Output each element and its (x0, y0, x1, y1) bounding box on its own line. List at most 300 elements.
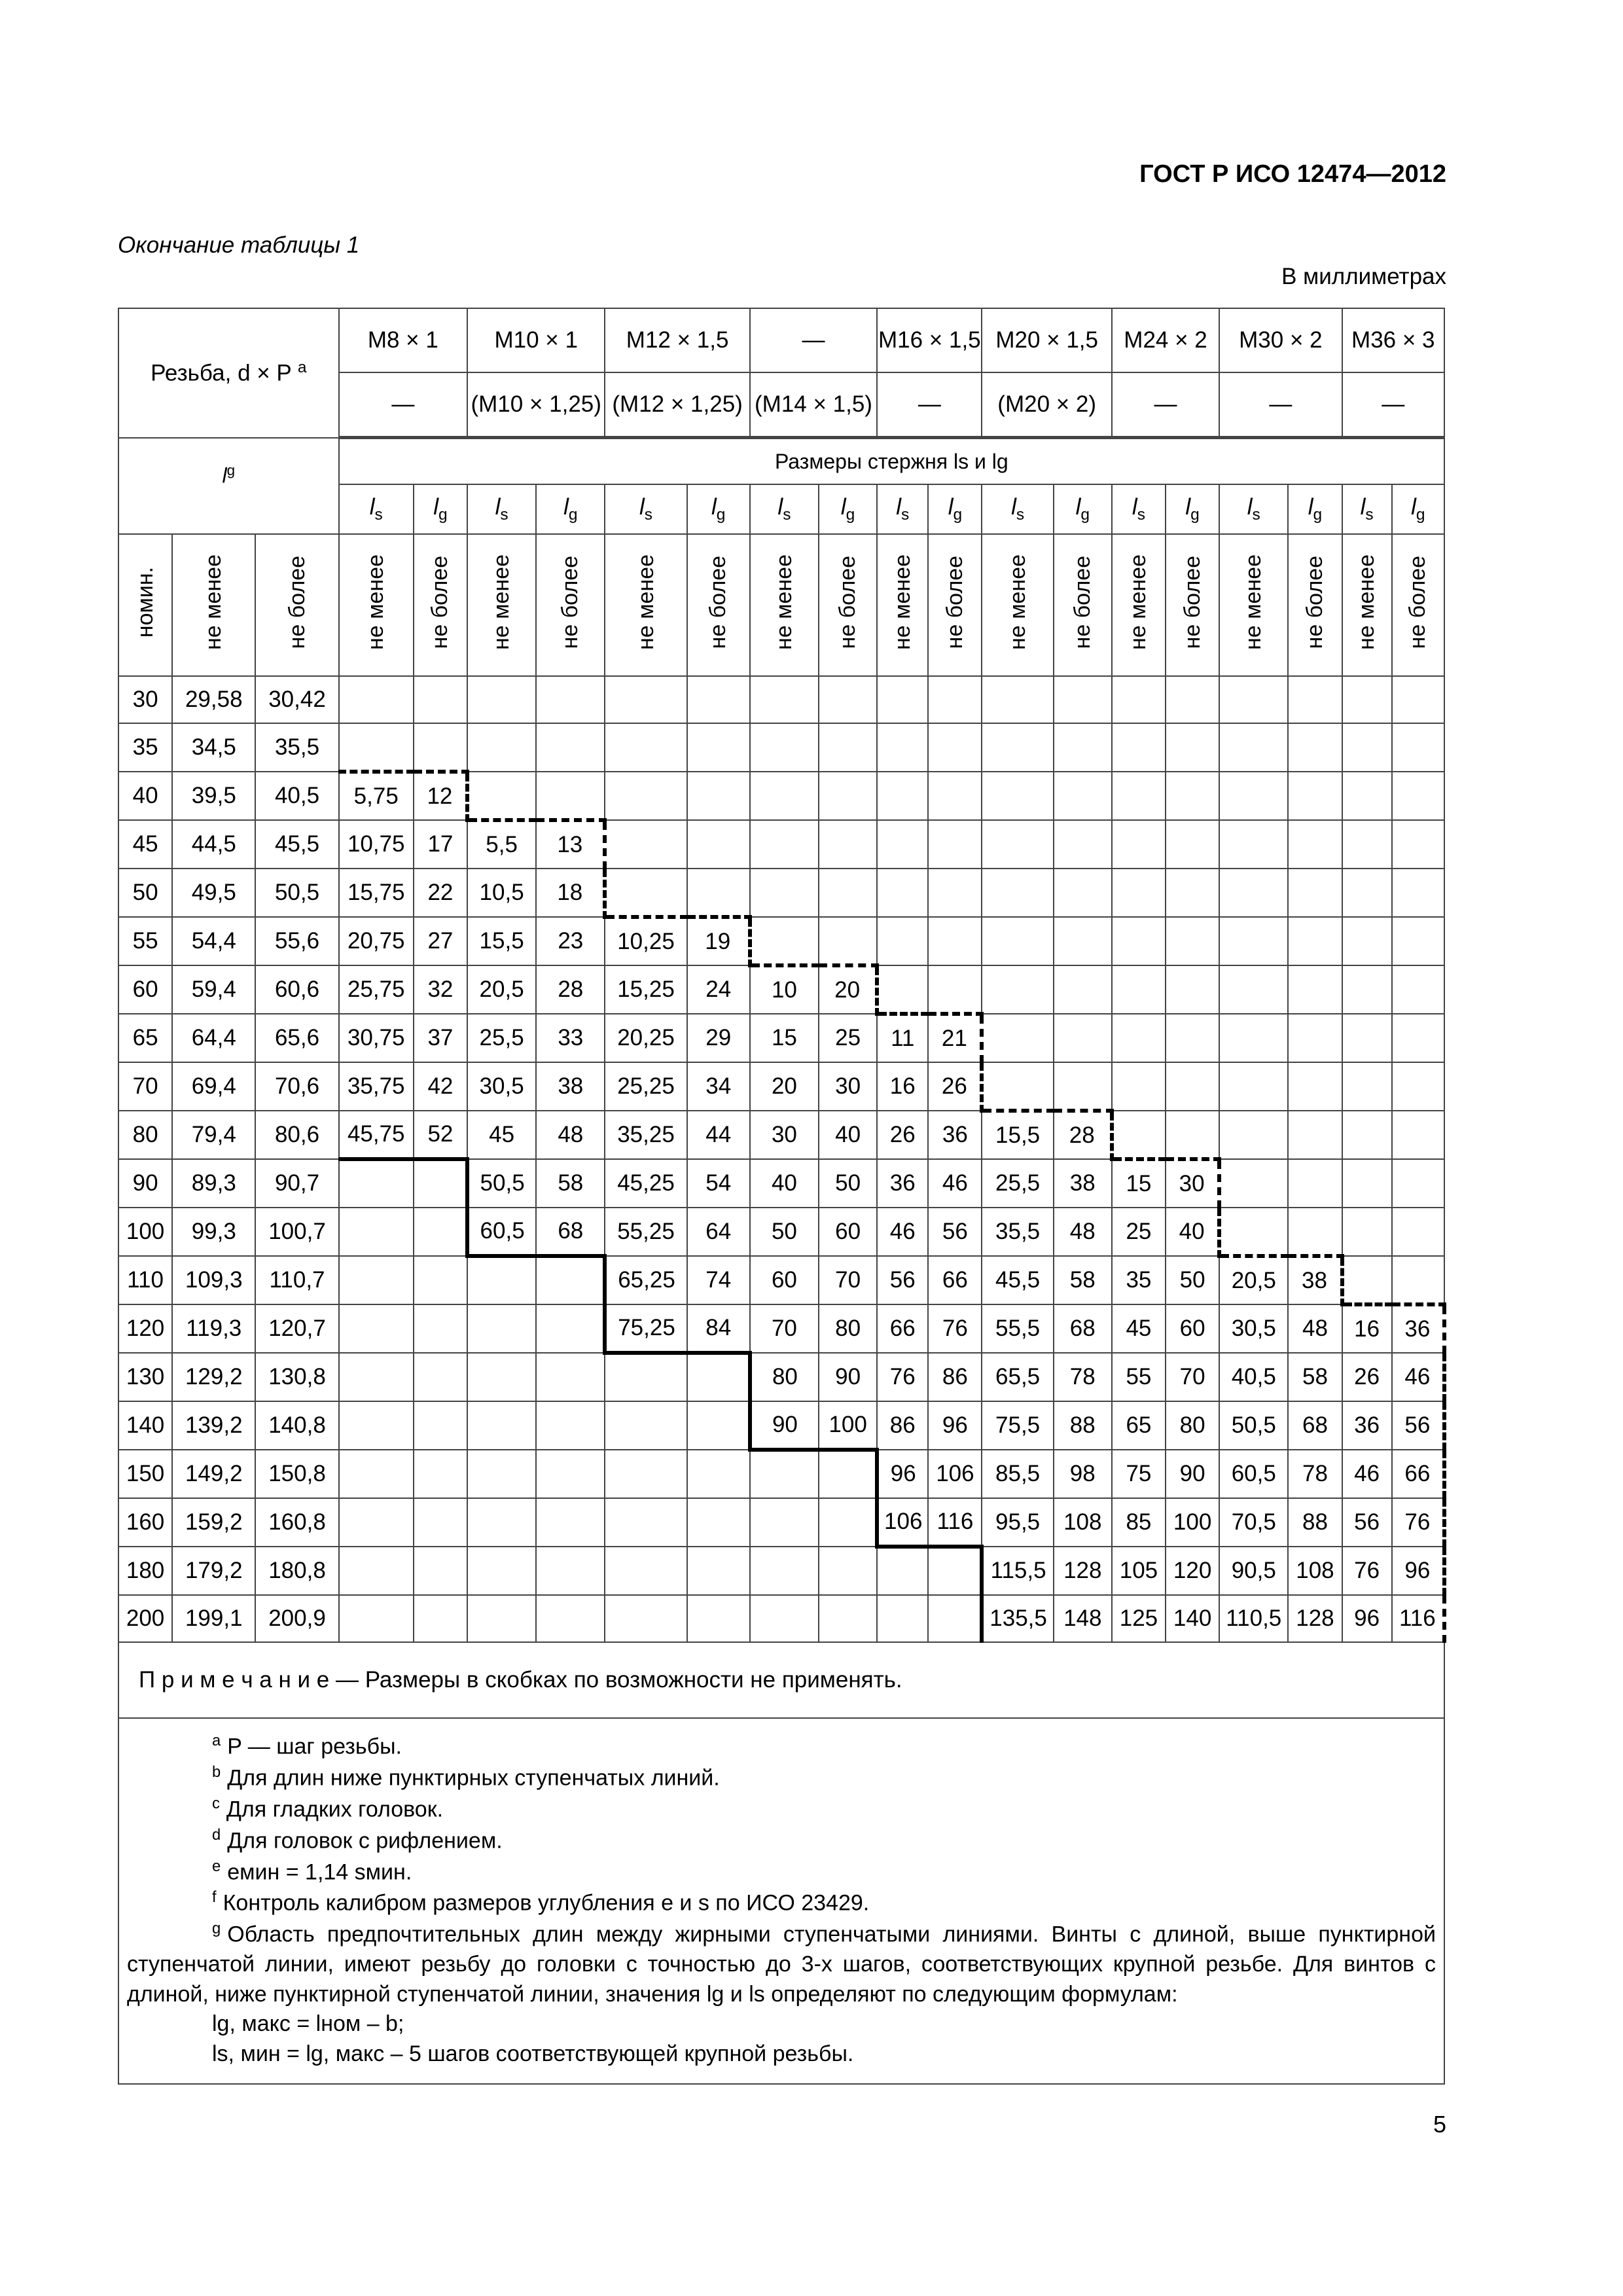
table-cell: 20,75 (339, 917, 414, 965)
table-cell: 13 (536, 820, 605, 869)
table-cell: 96 (928, 1401, 982, 1450)
table-cell: 39,5 (172, 772, 255, 820)
table-cell: 35,25 (605, 1111, 687, 1159)
table-cell (1054, 723, 1112, 772)
table-cell (1288, 1062, 1342, 1111)
table-cell (605, 869, 687, 917)
table-cell (1219, 917, 1288, 965)
table-cell: 15,5 (982, 1111, 1053, 1159)
table-cell (414, 1498, 467, 1547)
table-cell (750, 917, 819, 965)
table-cell (1342, 1159, 1392, 1208)
table-cell: 15 (1112, 1159, 1166, 1208)
limits-header-row (118, 534, 1444, 676)
table-cell: 140 (1166, 1595, 1219, 1642)
table-cell: 56 (1342, 1498, 1392, 1547)
table-cell (339, 1304, 414, 1353)
table-cell: 150,8 (255, 1450, 338, 1498)
table-row (118, 676, 1444, 723)
min-header: не менее (1219, 534, 1288, 676)
table-cell (467, 1256, 536, 1304)
table-cell (982, 1014, 1053, 1062)
table-cell (1054, 1014, 1112, 1062)
footnote-e: $^e$ eмин = 1,14 sмин. (212, 1857, 412, 1884)
table-cell (536, 1401, 605, 1450)
table-cell (928, 723, 982, 772)
table-cell (1219, 1111, 1288, 1159)
table-cell (687, 1547, 750, 1595)
table-cell (982, 965, 1053, 1014)
table-cell (339, 1208, 414, 1256)
table-cell: 65 (118, 1014, 172, 1062)
table-cell: 100 (819, 1401, 877, 1450)
min-header: не менее (605, 534, 687, 676)
table-cell: 99,3 (172, 1208, 255, 1256)
table-cell (605, 772, 687, 820)
table-cell (1219, 1208, 1288, 1256)
table-cell: 50 (118, 869, 172, 917)
table-cell (819, 676, 877, 723)
table-cell: 28 (536, 965, 605, 1014)
table-cell: 90,7 (255, 1159, 338, 1208)
table-cell: 56 (928, 1208, 982, 1256)
thread-label: Резьба, d × P (151, 361, 292, 387)
table-cell (1219, 1014, 1288, 1062)
table-row (118, 1256, 1444, 1304)
table-cell (536, 1256, 605, 1304)
table-cell: 5,75 (339, 772, 414, 820)
table-cell: 20,25 (605, 1014, 687, 1062)
table-cell (750, 772, 819, 820)
table-cell (1288, 1159, 1342, 1208)
table-cell: 200 (118, 1595, 172, 1642)
max-header: не более (1392, 534, 1444, 676)
table-cell: 45 (118, 820, 172, 869)
table-cell (536, 723, 605, 772)
ls-header: $l_s$ (605, 484, 687, 534)
thread-label-cell (118, 308, 339, 438)
table-cell: 70,5 (1219, 1498, 1288, 1547)
table-cell (536, 1450, 605, 1498)
lg-header: $l_g$ (928, 484, 982, 534)
table-cell (1342, 1208, 1392, 1256)
footnote-a: $^a$ P — шаг резьбы. (212, 1732, 402, 1759)
table-row (118, 1353, 1444, 1401)
table-cell (1392, 772, 1444, 820)
table-cell: 25,25 (605, 1062, 687, 1111)
table-cell: 100 (118, 1208, 172, 1256)
table-cell (467, 1595, 536, 1642)
table-cell: 26 (1342, 1353, 1392, 1401)
table-cell: 10,5 (467, 869, 536, 917)
table-cell (1166, 772, 1219, 820)
table-row (118, 820, 1444, 869)
table-cell (928, 917, 982, 965)
table-cell: 130 (118, 1353, 172, 1401)
table-cell: 60 (118, 965, 172, 1014)
table-cell (536, 1353, 605, 1401)
table-row (118, 1498, 1444, 1547)
table-cell: 35 (1112, 1256, 1166, 1304)
table-cell (1288, 772, 1342, 820)
length-label-cell (118, 438, 339, 535)
footnote-c: $^c$ Для гладких головок. (212, 1794, 444, 1822)
table-cell: 11 (877, 1014, 928, 1062)
thread-bottom: (M20 × 2) (982, 372, 1111, 438)
table-cell: 21 (928, 1014, 982, 1062)
table-cell: 54 (687, 1159, 750, 1208)
table-cell (339, 1159, 414, 1208)
table-note: П р и м е ч а н и е — Размеры в скобках по возможности не применять. (118, 1642, 1444, 1718)
table-cell: 15 (750, 1014, 819, 1062)
thread-top: M30 × 2 (1219, 308, 1342, 372)
table-cell: 50 (1166, 1256, 1219, 1304)
table-cell: 25 (819, 1014, 877, 1062)
table-cell: 22 (414, 869, 467, 917)
table-cell: 160 (118, 1498, 172, 1547)
max-header: не более (536, 534, 605, 676)
table-cell: 45,5 (255, 820, 338, 869)
table-cell: 44,5 (172, 820, 255, 869)
table-cell: 34,5 (172, 723, 255, 772)
table-cell: 135,5 (982, 1595, 1053, 1642)
length-label-footnote: g (226, 461, 236, 478)
table-row (118, 1401, 1444, 1450)
table-cell (819, 772, 877, 820)
table-cell (928, 965, 982, 1014)
table-cell: 65 (1112, 1401, 1166, 1450)
table-cell: 46 (1392, 1353, 1444, 1401)
table-cell: 46 (928, 1159, 982, 1208)
table-cell (877, 723, 928, 772)
nominal-header: номин. (118, 534, 172, 676)
table-cell: 85,5 (982, 1450, 1053, 1498)
footnote-g: $^g$ Область предпочтительных длин между жирными ступенчатыми линиями. Винты с длиной, выше пунктирной ступенчатой линии, имеют резьбу до головки с точностью до 3-х шагов, соответствующих крупной резьбе. Для винтов с длиной, ниже пунктирной ступенчатой линии, значения lg и ls определяют по следующим формулам: (127, 1920, 1436, 2007)
table-cell (414, 1208, 467, 1256)
table-cell (687, 869, 750, 917)
table-cell: 55 (118, 917, 172, 965)
table-row (118, 772, 1444, 820)
table-cell (819, 1498, 877, 1547)
table-cell: 129,2 (172, 1353, 255, 1401)
table-cell: 33 (536, 1014, 605, 1062)
table-cell (819, 820, 877, 869)
table-cell: 58 (1054, 1256, 1112, 1304)
table-cell (414, 1304, 467, 1353)
table-cell: 75,5 (982, 1401, 1053, 1450)
table-cell (1112, 1062, 1166, 1111)
thread-top: M16 × 1,5 (877, 308, 982, 372)
table-cell (1112, 869, 1166, 917)
footnote-b: $^b$ Для длин ниже пунктирных ступенчатых линий. (212, 1763, 720, 1791)
table-cell (339, 676, 414, 723)
table-cell (687, 676, 750, 723)
table-cell (687, 1595, 750, 1642)
table-cell: 45,5 (982, 1256, 1053, 1304)
formula-lg: lg, макс = lном – b; (212, 2011, 404, 2037)
table-cell (877, 676, 928, 723)
table-cell: 89,3 (172, 1159, 255, 1208)
table-cell (467, 676, 536, 723)
table-cell: 66 (928, 1256, 982, 1304)
table-cell: 78 (1288, 1450, 1342, 1498)
table-cell: 30,42 (255, 676, 338, 723)
table-cell (819, 1595, 877, 1642)
table-cell: 68 (536, 1208, 605, 1256)
table-cell (687, 1498, 750, 1547)
table-cell: 54,4 (172, 917, 255, 965)
table-cell (750, 676, 819, 723)
table-cell: 96 (1342, 1595, 1392, 1642)
table-cell: 180,8 (255, 1547, 338, 1595)
thread-label-footnote: a (297, 359, 307, 377)
shank-dimensions-label: Размеры стержня ls и lg (774, 449, 1008, 473)
table-cell: 96 (1392, 1547, 1444, 1595)
table-cell: 86 (877, 1401, 928, 1450)
table-cell: 116 (928, 1498, 982, 1547)
table-cell: 15,25 (605, 965, 687, 1014)
table-cell (750, 723, 819, 772)
table-cell (467, 1353, 536, 1401)
table-cell (339, 1498, 414, 1547)
table-cell: 64,4 (172, 1014, 255, 1062)
table-cell (1392, 1014, 1444, 1062)
table-cell: 150 (118, 1450, 172, 1498)
table-cell (414, 676, 467, 723)
table-cell (536, 1304, 605, 1353)
table-cell (1219, 772, 1288, 820)
table-cell (982, 772, 1053, 820)
table-cell: 23 (536, 917, 605, 965)
table-cell: 80 (118, 1111, 172, 1159)
table-cell (1392, 1208, 1444, 1256)
min-header: не менее (877, 534, 928, 676)
table-cell (605, 676, 687, 723)
table-cell: 110,5 (1219, 1595, 1288, 1642)
table-cell (467, 1547, 536, 1595)
table-cell (339, 1547, 414, 1595)
table-row (118, 1304, 1444, 1353)
formula-ls: ls, мин = lg, макс – 5 шагов соответствующей крупной резьбы. (212, 2041, 854, 2066)
table-cell (536, 1595, 605, 1642)
table-cell (1219, 1159, 1288, 1208)
ls-header: $l_s$ (750, 484, 819, 534)
table-cell: 65,6 (255, 1014, 338, 1062)
table-cell: 17 (414, 820, 467, 869)
table-cell (1288, 723, 1342, 772)
table-row (118, 1547, 1444, 1595)
thread-top: M24 × 2 (1112, 308, 1219, 372)
table-cell: 130,8 (255, 1353, 338, 1401)
lg-header: $l_g$ (687, 484, 750, 534)
table-cell (605, 1547, 687, 1595)
min-header: не менее (1342, 534, 1392, 676)
min-header: не менее (339, 534, 414, 676)
table-cell: 60,6 (255, 965, 338, 1014)
table-cell (1288, 917, 1342, 965)
max-header: не более (1288, 534, 1342, 676)
table-cell: 70 (819, 1256, 877, 1304)
table-cell (750, 1498, 819, 1547)
max-header: не более (255, 534, 338, 676)
table-cell (414, 1547, 467, 1595)
dimensions-table (118, 308, 1446, 2085)
min-header: не менее (1112, 534, 1166, 676)
table-row (118, 1111, 1444, 1159)
table-cell: 90 (750, 1401, 819, 1450)
table-cell (687, 1401, 750, 1450)
table-cell (414, 1450, 467, 1498)
table-cell (1342, 1062, 1392, 1111)
table-cell: 26 (877, 1111, 928, 1159)
table-cell (1112, 965, 1166, 1014)
table-cell: 30 (1166, 1159, 1219, 1208)
table-cell: 68 (1054, 1304, 1112, 1353)
table-cell: 65,5 (982, 1353, 1053, 1401)
standard-designation: ГОСТ Р ИСО 12474—2012 (1139, 160, 1446, 188)
table-cell: 30 (118, 676, 172, 723)
table-cell: 58 (1288, 1353, 1342, 1401)
table-cell: 200,9 (255, 1595, 338, 1642)
table-cell: 80,6 (255, 1111, 338, 1159)
table-cell: 38 (1054, 1159, 1112, 1208)
table-cell: 68 (1288, 1401, 1342, 1450)
table-cell: 88 (1288, 1498, 1342, 1547)
table-cell: 70 (1166, 1353, 1219, 1401)
table-cell: 64 (687, 1208, 750, 1256)
table-cell: 38 (536, 1062, 605, 1111)
table-cell (339, 1256, 414, 1304)
table-cell (339, 1595, 414, 1642)
table-cell (877, 820, 928, 869)
table-cell (1392, 1159, 1444, 1208)
table-cell (1166, 820, 1219, 869)
table-cell: 10 (750, 965, 819, 1014)
table-cell: 16 (877, 1062, 928, 1111)
table-cell: 125 (1112, 1595, 1166, 1642)
table-cell: 108 (1288, 1547, 1342, 1595)
footnote-d: $^d$ Для головок с рифлением. (212, 1825, 503, 1853)
table-cell: 55,6 (255, 917, 338, 965)
thread-bottom: (M10 × 1,25) (467, 372, 605, 438)
table-cell: 20,5 (467, 965, 536, 1014)
table-cell: 35,5 (982, 1208, 1053, 1256)
table-cell: 60 (750, 1256, 819, 1304)
table-cell (1054, 676, 1112, 723)
max-header: не более (928, 534, 982, 676)
table-cell (687, 1450, 750, 1498)
table-cell: 65,25 (605, 1256, 687, 1304)
table-cell (467, 772, 536, 820)
table-cell (536, 676, 605, 723)
table-cell (1342, 1014, 1392, 1062)
table-cell: 50 (750, 1208, 819, 1256)
table-cell (687, 820, 750, 869)
table-cell (1166, 1111, 1219, 1159)
table-cell (467, 1498, 536, 1547)
table-cell (1219, 1062, 1288, 1111)
table-cell (928, 772, 982, 820)
table-cell: 58 (536, 1159, 605, 1208)
table-cell: 128 (1288, 1595, 1342, 1642)
table-cell (1112, 820, 1166, 869)
thread-bottom: (M12 × 1,25) (605, 372, 749, 438)
table-cell: 55,25 (605, 1208, 687, 1256)
table-cell: 86 (928, 1353, 982, 1401)
table-cell: 48 (536, 1111, 605, 1159)
max-header: не более (1054, 534, 1112, 676)
table-cell: 149,2 (172, 1450, 255, 1498)
table-cell: 35,75 (339, 1062, 414, 1111)
table-cell: 35 (118, 723, 172, 772)
thread-bottom: — (877, 372, 982, 438)
table-cell: 66 (877, 1304, 928, 1353)
table-cell (982, 917, 1053, 965)
table-cell (414, 1595, 467, 1642)
table-cell: 60,5 (1219, 1450, 1288, 1498)
table-cell (750, 1450, 819, 1498)
table-cell (414, 1353, 467, 1401)
table-cell: 34 (687, 1062, 750, 1111)
table-cell: 42 (414, 1062, 467, 1111)
table-cell (605, 820, 687, 869)
table-cell (1392, 1256, 1444, 1304)
table-cell: 46 (877, 1208, 928, 1256)
min-header: не менее (467, 534, 536, 676)
table-cell (1342, 869, 1392, 917)
table-cell (605, 1353, 687, 1401)
table-cell (414, 1401, 467, 1450)
table-cell (1392, 917, 1444, 965)
thread-header-row-1 (118, 308, 1444, 372)
table-cell (1166, 917, 1219, 965)
table-cell (339, 723, 414, 772)
table-cell: 79,4 (172, 1111, 255, 1159)
table-row (118, 1208, 1444, 1256)
length-label: l (222, 463, 227, 488)
table-cell: 119,3 (172, 1304, 255, 1353)
table-cell: 5,5 (467, 820, 536, 869)
table-cell: 55,5 (982, 1304, 1053, 1353)
thread-top: M36 × 3 (1342, 308, 1444, 372)
table-cell: 46 (1342, 1450, 1392, 1498)
footnotes (118, 1718, 1444, 2084)
table-cell (414, 1159, 467, 1208)
table-cell: 96 (877, 1450, 928, 1498)
ls-header: $l_s$ (1112, 484, 1166, 534)
table-cell: 120,7 (255, 1304, 338, 1353)
table-cell (982, 820, 1053, 869)
lg-header: $l_g$ (536, 484, 605, 534)
table-cell: 90 (819, 1353, 877, 1401)
table-cell: 45 (1112, 1304, 1166, 1353)
table-cell (819, 1450, 877, 1498)
table-cell: 95,5 (982, 1498, 1053, 1547)
table-cell: 75 (1112, 1450, 1166, 1498)
table-cell: 80 (750, 1353, 819, 1401)
table-cell (982, 676, 1053, 723)
table-cell: 70,6 (255, 1062, 338, 1111)
table-row (118, 1450, 1444, 1498)
table-cell: 45,25 (605, 1159, 687, 1208)
table-cell: 70 (750, 1304, 819, 1353)
table-cell (1166, 965, 1219, 1014)
table-cell (1288, 965, 1342, 1014)
thread-bottom: (M14 × 1,5) (750, 372, 877, 438)
table-cell (687, 772, 750, 820)
table-cell: 36 (928, 1111, 982, 1159)
table-cell: 74 (687, 1256, 750, 1304)
